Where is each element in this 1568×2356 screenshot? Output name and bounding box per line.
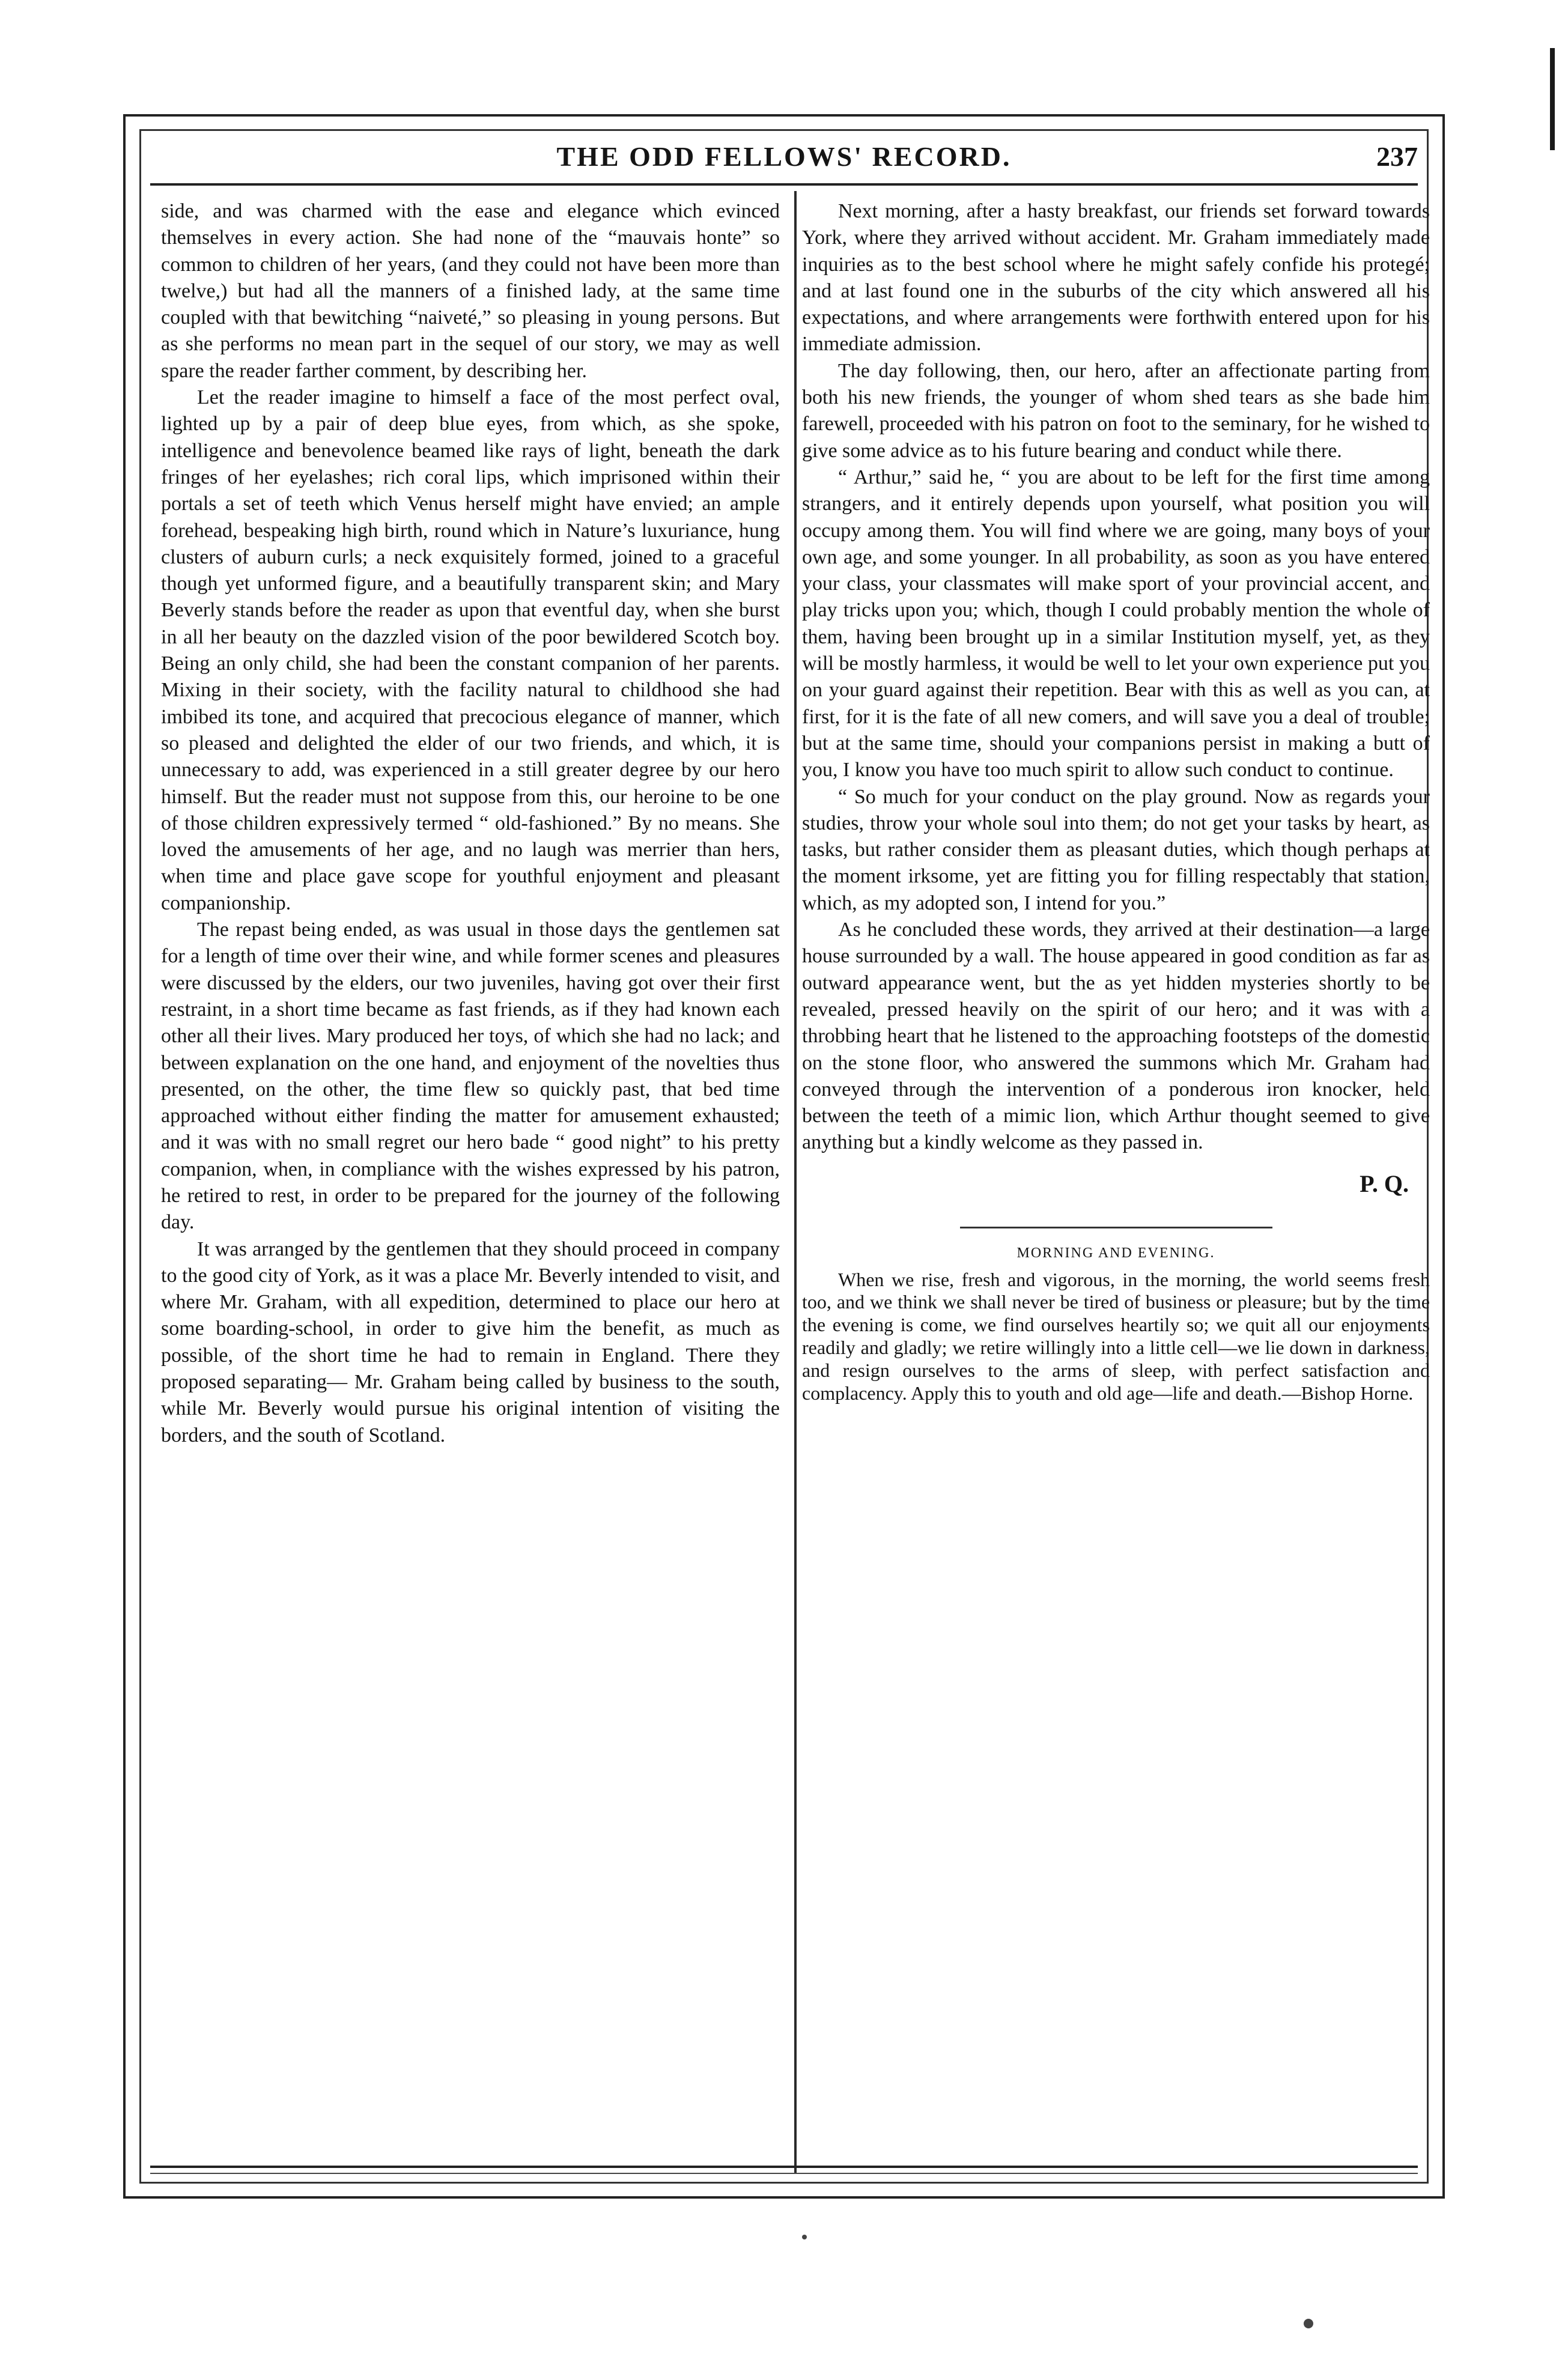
essay-title: MORNING AND EVENING. xyxy=(1016,1245,1215,1261)
page-number: 237 xyxy=(1376,141,1418,172)
paragraph: “ Arthur,” said he, “ you are about to be left for the first time among strangers, and it entirely depends upon yourself, what position you will occupy among them. You will find where we are going, many boys of your own age, and some younger. In all probability, as soon as you have entered your class, your classmates will make sport of your provincial accent, and play tricks upon you; which, though I could probably mention the whole of them, having been brought up in a similar Institution myself, yet, as they will be mostly harmless, it would be well to let your own experience put you on your guard against their repetition. Bear with this as well as you can, at first, for it is the fate of all new comers, and will save you a deal of trouble; but at the same time, should your companions persist in making a butt of you, I know you have too much spirit to allow such conduct to continue. xyxy=(802,466,1430,782)
paragraph: The repast being ended, as was usual in those days the gentlemen sat for a length of time over their wine, and while former scenes and pleasures were discussed by the elders, our two juveniles, having got over their first restraint, in a short time became as fast friends, as if they had known each other all their lives. Mary produced her toys, of which she had no lack; and between explanation on the one hand, and enjoyment of the novelties thus presented, on the other, the time flew so quickly past, that bed time approached without either finding the matter for amusement exhausted; and it was with no small regret our hero bade “ good night” to his pretty companion, when, in compliance with the wishes expressed by his patron, he retired to rest, in order to be prepared for the journey of the following day. xyxy=(161,918,780,1234)
print-speck xyxy=(1304,2319,1313,2328)
page-header xyxy=(150,137,1418,185)
column-divider xyxy=(794,191,797,2173)
essay-text: When we rise, fresh and vigorous, in the morning, the world seems fresh too, and we think we shall never be tired of business or pleasure; but by the time the evening is come, we find ourselves heartily so; we quit all our enjoyments readily and gladly; we retire willingly into a little cell—we lie down in darkness, and resign ourselves to the arms of sleep, with perfect satisfaction and complacency. Apply this to youth and old age—life and death.—Bishop Horne. xyxy=(802,1268,1430,1404)
page-edge-mark xyxy=(1550,48,1555,150)
footer-rule xyxy=(150,2166,1418,2168)
header-rule xyxy=(150,183,1418,186)
footer-rule-thin xyxy=(150,2173,1418,2174)
paragraph: Let the reader imagine to himself a face of the most perfect oval, lighted up by a pair of deep blue eyes, from which, as she spoke, intelligence and benevolence beamed like rays of light, beneath the dark fringes of her eyelashes; rich coral lips, which imprisoned within their portals a set of teeth which Venus herself might have envied; an ample forehead, bespeaking high birth, round which in Nature’s luxuriance, hung clusters of auburn curls; a neck exquisitely formed, joined to a graceful though yet unformed figure, and a beautifully transparent skin; and Mary Beverly stands before the reader as upon that eventful day, when she burst in all her beauty on the dazzled vision of the poor bewildered Scotch boy. Being an only child, she had been the constant companion of her parents. Mixing in their society, with the facility natural to childhood she had imbibed its tone, and acquired that precocious elegance of manner, which so pleased and delighted the elder of our two friends, and which, it is unnecessary to add, was experienced in a still greater degree by our hero himself. But the reader must not suppose from this, our heroine to be one of those children expressively termed “ old-fashioned.” By no means. She loved the amusements of her age, and no laugh was merrier than hers, when time and place gave scope for youthful enjoyment and pleasant companionship. xyxy=(161,386,780,914)
author-signature: P. Q. xyxy=(1360,1170,1409,1197)
running-title: THE ODD FELLOWS' RECORD. xyxy=(556,141,1012,172)
left-column xyxy=(161,198,780,1449)
paragraph: side, and was charmed with the ease and elegance which evinced themselves in every action. She had none of the “mauvais honte” so common to children of her years, (and they could not have been more than twelve,) but had all the manners of a finished lady, at the same time coupled with that bewitching “naiveté,” so pleasing in young persons. But as she performs no mean part in the sequel of our story, we may as well spare the reader farther comment, by describing her. xyxy=(161,200,780,382)
paragraph: “ So much for your conduct on the play ground. Now as regards your studies, throw your whole soul into them; do not get your tasks by heart, as tasks, but rather consider them as pleasant duties, which though perhaps at the moment irksome, yet are fitting you for filling respectably that station, which, as my adopted son, I intend for you.” xyxy=(802,785,1430,914)
paragraph: It was arranged by the gentlemen that they should proceed in company to the good city of York, as it was a place Mr. Beverly intended to visit, and where Mr. Graham, with all expedition, determined to place our hero at some boarding-school, in order to give him the benefit, as much as possible, of the short time he had to remain in England. There they proposed separating— Mr. Graham being called by business to the south, while Mr. Beverly would pursue his original intention of visiting the borders, and the south of Scotland. xyxy=(161,1237,780,1447)
print-speck xyxy=(802,2235,807,2239)
paragraph: As he concluded these words, they arrived at their destination—a large house surrounded by a wall. The house appeared in good condition as far as outward appearance went, but the as yet hidden mysteries shortly to be revealed, pressed heavily on the spirit of our hero; and it was with a throbbing heart that he listened to the approaching footsteps of the domestic on the stone floor, who answered the summons which Mr. Graham had conveyed through the intervention of a ponderous iron knocker, held between the teeth of a mimic lion, which Arthur thought seemed to give anything but a kindly welcome as they passed in. xyxy=(802,918,1430,1154)
paragraph: The day following, then, our hero, after an affectionate parting from both his new friends, the younger of whom shed tears as she bade him farewell, proceeded with his patron on foot to the seminary, for he wished to give some advice as to his future bearing and conduct while there. xyxy=(802,359,1430,462)
paragraph: Next morning, after a hasty breakfast, our friends set forward towards York, where they arrived without accident. Mr. Graham immediately made inquiries as to the best school where he might safely confide his protegé; and at last found one in the suburbs of the city which answered all his expectations, and where arrangements were forthwith entered upon for his immediate admission. xyxy=(802,200,1430,356)
section-rule xyxy=(960,1227,1272,1228)
right-column xyxy=(802,198,1430,1404)
